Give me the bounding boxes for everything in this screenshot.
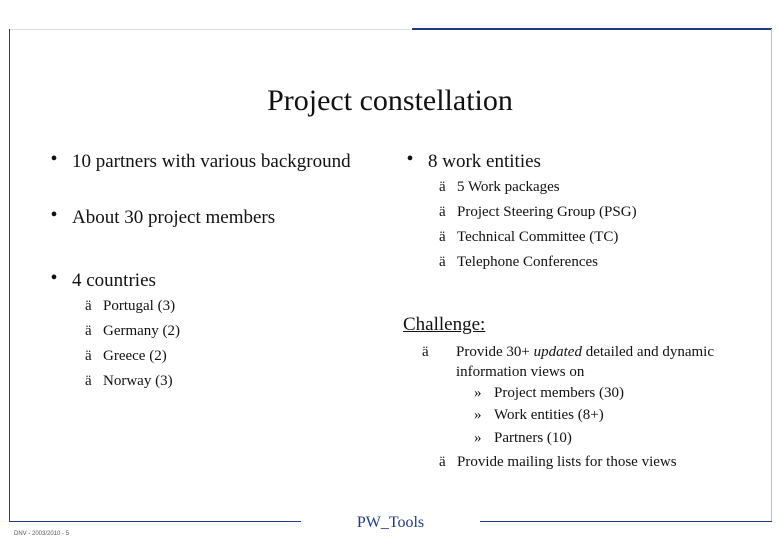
challenge-text-emphasis: updated [533, 344, 582, 360]
challenge-heading: Challenge: [403, 314, 486, 335]
challenge-text: Provide mailing lists for those views [457, 454, 677, 470]
country-item [85, 299, 175, 314]
challenge-item-mailing [439, 455, 677, 470]
view-item [474, 431, 572, 446]
entity-item [439, 180, 560, 195]
arrow-icon: ä [85, 348, 92, 364]
country-item [85, 349, 167, 364]
bullet-partners [36, 148, 351, 172]
bullet-icon: • [50, 267, 58, 289]
frame-bottom-right-line [480, 521, 772, 522]
entity-label: Telephone Conferences [457, 254, 598, 270]
subbullet-icon: » [474, 407, 482, 423]
bullet-icon: • [50, 204, 58, 226]
bullet-countries [36, 267, 156, 291]
challenge-text-pre: Provide 30+ [456, 344, 534, 360]
view-label: Partners (10) [494, 430, 572, 446]
entity-label: Project Steering Group (PSG) [457, 204, 637, 220]
footer-brand: PW_Tools [356, 514, 425, 531]
bullet-work-entities [392, 148, 541, 172]
arrow-icon: ä [85, 373, 92, 389]
bullet-text: 8 work entities [428, 151, 541, 172]
frame-bottom-left-line [9, 521, 301, 522]
arrow-icon: ä [422, 344, 429, 360]
entity-label: 5 Work packages [457, 179, 560, 195]
entity-item [439, 205, 637, 220]
subbullet-icon: » [474, 430, 482, 446]
arrow-icon: ä [439, 229, 446, 245]
arrow-icon: ä [439, 204, 446, 220]
view-item [474, 386, 624, 401]
arrow-icon: ä [439, 179, 446, 195]
subbullet-icon: » [474, 385, 482, 401]
slide-title: Project constellation [267, 84, 513, 117]
view-item [474, 408, 604, 423]
frame-top-line [10, 29, 410, 30]
arrow-icon: ä [439, 454, 446, 470]
frame-top-accent-line [412, 28, 772, 30]
bullet-text: 10 partners with various background [72, 151, 351, 172]
country-label: Germany (2) [103, 323, 181, 339]
arrow-icon: ä [85, 298, 92, 314]
country-label: Greece (2) [103, 348, 167, 364]
bullet-icon: • [50, 148, 58, 170]
bullet-text: About 30 project members [72, 207, 276, 228]
challenge-item-views [422, 342, 776, 382]
entity-item [439, 230, 618, 245]
view-label: Work entities (8+) [494, 407, 604, 423]
country-item [85, 324, 180, 339]
arrow-icon: ä [85, 323, 92, 339]
country-label: Portugal (3) [103, 298, 176, 314]
challenge-text-post: detailed and dynamic information views on [456, 344, 714, 380]
bullet-icon: • [406, 148, 414, 170]
view-label: Project members (30) [494, 385, 624, 401]
arrow-icon: ä [439, 254, 446, 270]
entity-item [439, 255, 598, 270]
footer-slide-code: DNV - 2003/2010 - 5 [14, 531, 70, 537]
country-item [85, 374, 173, 389]
country-label: Norway (3) [103, 373, 173, 389]
bullet-members [36, 204, 276, 228]
entity-label: Technical Committee (TC) [457, 229, 619, 245]
bullet-text: 4 countries [72, 270, 156, 291]
